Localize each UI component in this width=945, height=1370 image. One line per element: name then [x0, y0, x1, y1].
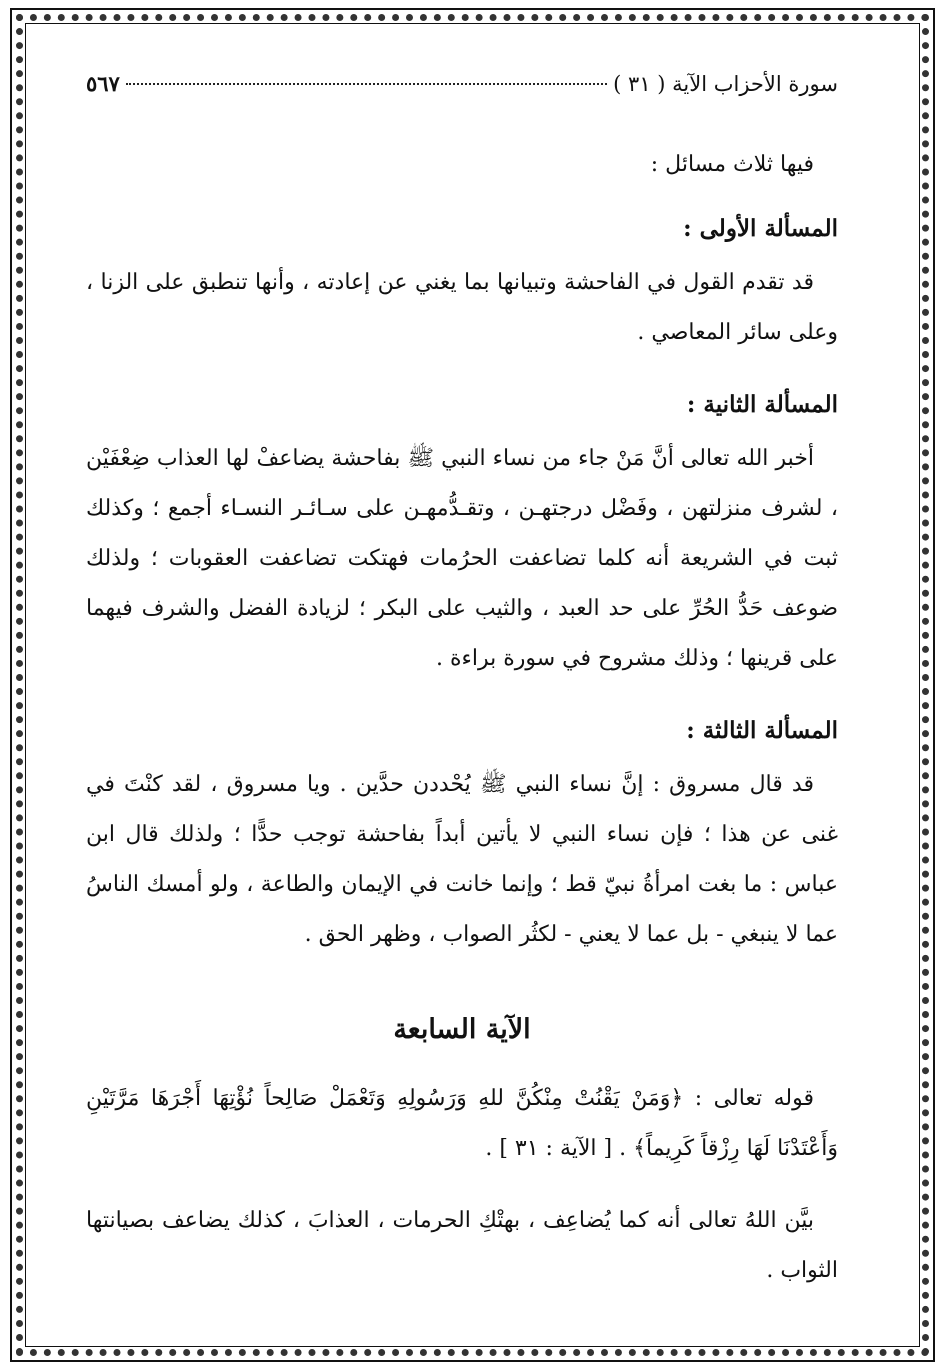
verse-quote: قوله تعالى : ﴿وَمَنْ يَقْنُتْ مِنْكُنَّ للهِ وَرَسُولِهِ وَتَعْمَلْ صَالِحاً نُؤْتِهَا أَجْرَهَا مَرَّتَيْنِ وَأَعْتَدْنَا لَهَا رِزْقاً كَرِيماً﴾ . [ الآية : ٣١ ] . — [86, 1086, 838, 1161]
verse-commentary: بيَّن اللهُ تعالى أنه كما يُضاعِف ، بهتْكِ الحرمات ، العذابَ ، كذلك يضاعف بصيانتها الثواب . — [86, 1208, 838, 1283]
running-header — [86, 64, 838, 104]
section-text-1: قد تقدم القول في الفاحشة وتبيانها بما يغني عن إعادته ، وأنها تنطبق على الزنا ، وعلى سائر المعاصي . — [86, 270, 838, 345]
section-text-3: قد قال مسروق : إنَّ نساء النبي ﷺ يُحْددن حدَّين . ويا مسروق ، لقد كنْتَ في غنى عن هذا ؛ فإن نساء النبي لا يأتين أبداً بفاحشة توجب حدًّا ؛ ولذلك قال ابن عباس : ما بغت امرأةُ نبيّ قط ؛ وإنما خانت في الإيمان والطاعة ، ولو أمسك الناسُ عما لا ينبغي - بل عما لا يعني - لكثُر الصواب ، وظهر الحق . — [86, 772, 838, 947]
verse-section-title: الآية السابعة — [393, 1014, 531, 1045]
running-header-title: سورة الأحزاب الآية ( ٣١ ) — [613, 72, 838, 96]
running-header-leader — [126, 83, 607, 85]
section-heading-1: المسألة الأولى : — [683, 215, 838, 242]
section-heading-2: المسألة الثانية : — [686, 391, 838, 418]
section-text-2: أخبر الله تعالى أنَّ مَنْ جاء من نساء النبي ﷺ بفاحشة يضاعفْ لها العذاب ضِعْفَيْن ، لشرف منزلتهن ، وفَضْل درجتهـن ، وتقـدُّمهـن على سـائـر النسـاء أجمع ؛ وكذلك ثبت في الشريعة أنه كلما تضاعفت الحرُمات فهتكت تضاعفت العقوبات ؛ ولذلك ضوعف حَدُّ الحُرِّ على حد العبد ، والثيب على البكر ؛ لزيادة الفضل والشرف فيهما على قرينها ؛ وذلك مشروح في سورة براءة . — [86, 446, 838, 671]
page-content — [86, 64, 838, 1344]
intro-line: فيها ثلاث مسائل : — [650, 152, 814, 177]
page-number: ٥٦٧ — [86, 71, 120, 96]
section-heading-3: المسألة الثالثة : — [686, 717, 838, 744]
